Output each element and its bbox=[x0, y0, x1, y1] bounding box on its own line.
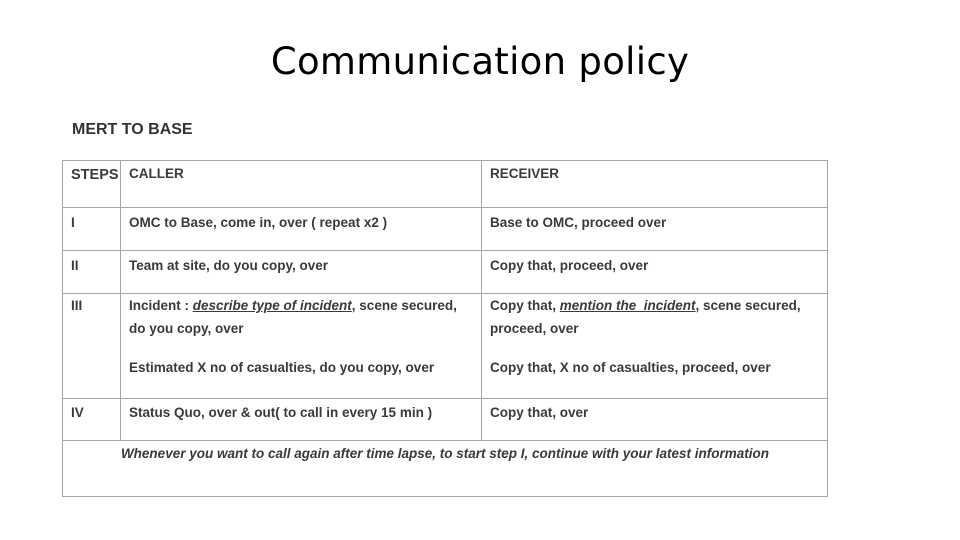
section-heading: MERT TO BASE bbox=[72, 121, 193, 138]
receiver-second-line: Copy that, X no of casualties, proceed, over bbox=[490, 360, 771, 375]
table-row bbox=[63, 399, 828, 441]
receiver-cell bbox=[482, 294, 828, 399]
table-row bbox=[63, 294, 828, 399]
header-receiver: RECEIVER bbox=[482, 161, 828, 208]
receiver-cell: Copy that, proceed, over bbox=[482, 251, 828, 294]
step-cell: III bbox=[63, 294, 121, 399]
table-row bbox=[63, 208, 828, 251]
caller-text-prefix: Incident : bbox=[129, 298, 193, 313]
receiver-text-suffix: , scene secured, proceed, over bbox=[490, 298, 801, 336]
caller-placeholder-underlined: describe type of incident bbox=[192, 298, 352, 313]
caller-text-suffix: , scene secured, do you copy, over bbox=[129, 298, 457, 336]
step-cell: I bbox=[63, 208, 121, 251]
caller-cell bbox=[121, 294, 482, 399]
caller-cell: Team at site, do you copy, over bbox=[121, 251, 482, 294]
communication-policy-table bbox=[62, 160, 828, 497]
receiver-text-prefix: Copy that, bbox=[490, 298, 560, 313]
step-cell: IV bbox=[63, 399, 121, 441]
table-footer-row bbox=[63, 441, 828, 497]
table-header-row bbox=[63, 161, 828, 208]
receiver-cell: Base to OMC, proceed over bbox=[482, 208, 828, 251]
receiver-placeholder-underlined: mention the incident bbox=[559, 298, 696, 313]
caller-cell: OMC to Base, come in, over ( repeat x2 ) bbox=[121, 208, 482, 251]
header-caller: CALLER bbox=[121, 161, 482, 208]
slide-title: Communication policy bbox=[270, 40, 690, 83]
receiver-cell: Copy that, over bbox=[482, 399, 828, 441]
step-cell: II bbox=[63, 251, 121, 294]
header-steps: STEPS bbox=[63, 161, 121, 208]
footer-note: Whenever you want to call again after time lapse, to start step I, continue with your latest information bbox=[63, 441, 828, 497]
table-row bbox=[63, 251, 828, 294]
caller-second-line: Estimated X no of casualties, do you copy, over bbox=[129, 360, 435, 375]
caller-cell: Status Quo, over & out( to call in every 15 min ) bbox=[121, 399, 482, 441]
